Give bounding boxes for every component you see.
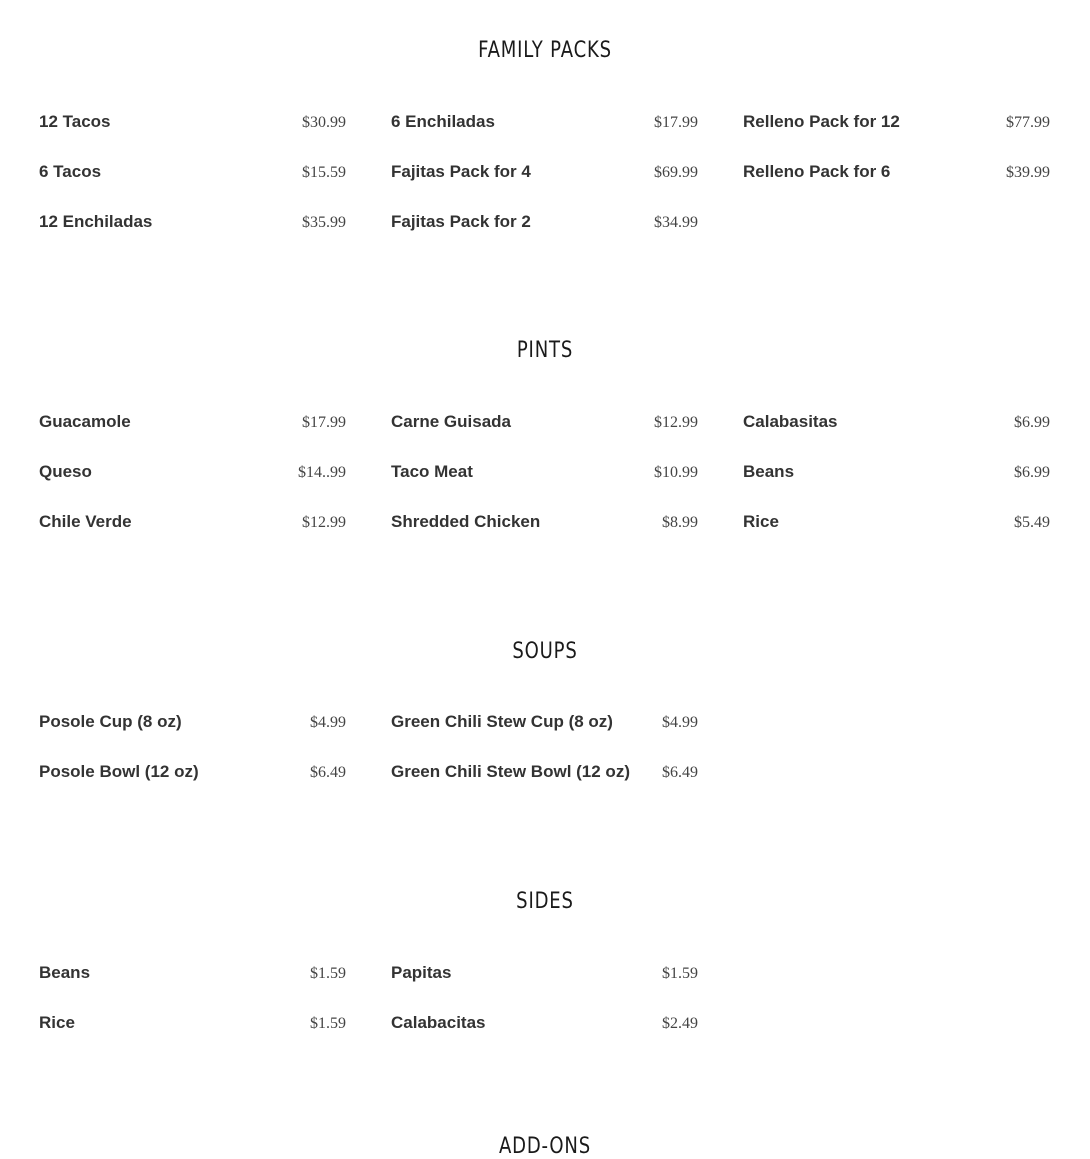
item-name: 12 Enchiladas xyxy=(39,212,153,231)
menu-item[interactable] xyxy=(743,462,1050,512)
item-price: $39.99 xyxy=(1006,164,1050,181)
menu-item[interactable] xyxy=(743,112,1050,162)
menu-item[interactable] xyxy=(391,462,698,512)
menu-item[interactable] xyxy=(39,512,346,562)
menu-grid-family-packs xyxy=(39,112,1051,262)
item-price: $12.99 xyxy=(654,414,698,431)
menu-column xyxy=(391,712,698,812)
menu-item[interactable] xyxy=(39,462,346,512)
item-name: Rice xyxy=(39,1013,75,1032)
menu-column xyxy=(39,112,346,262)
section-title-add-ons: ADD-ONS xyxy=(498,1134,592,1159)
menu-item[interactable] xyxy=(39,412,346,462)
menu-column xyxy=(743,412,1050,562)
item-name: Fajitas Pack for 2 xyxy=(391,212,531,231)
item-name: Carne Guisada xyxy=(391,412,511,431)
item-price: $4.99 xyxy=(310,714,346,731)
item-price: $4.99 xyxy=(662,714,698,731)
section-title-soups: SOUPS xyxy=(512,639,578,664)
item-price: $12.99 xyxy=(302,514,346,531)
item-price: $6.99 xyxy=(1014,414,1050,431)
item-name: Relleno Pack for 6 xyxy=(743,162,891,181)
item-price: $2.49 xyxy=(662,1015,698,1032)
item-name: Relleno Pack for 12 xyxy=(743,112,900,131)
menu-item[interactable] xyxy=(391,712,698,762)
menu-grid-sides xyxy=(39,963,1051,1063)
menu-column xyxy=(743,112,1050,262)
menu-grid-pints xyxy=(39,412,1051,562)
menu-item[interactable] xyxy=(39,963,346,1013)
item-price: $17.99 xyxy=(654,114,698,131)
menu-item[interactable] xyxy=(39,1013,346,1063)
item-name: Guacamole xyxy=(39,412,131,431)
item-price: $1.59 xyxy=(662,965,698,982)
item-price: $77.99 xyxy=(1006,114,1050,131)
item-price: $30.99 xyxy=(302,114,346,131)
menu-column xyxy=(391,963,698,1063)
item-name: 12 Tacos xyxy=(39,112,111,131)
item-name: 6 Tacos xyxy=(39,162,102,181)
item-price: $69.99 xyxy=(654,164,698,181)
item-name: Papitas xyxy=(391,963,452,982)
menu-item[interactable] xyxy=(39,112,346,162)
menu-item[interactable] xyxy=(39,162,346,212)
item-price: $35.99 xyxy=(302,214,346,231)
menu-item[interactable] xyxy=(743,512,1050,562)
menu-item[interactable] xyxy=(39,712,346,762)
menu-item[interactable] xyxy=(391,112,698,162)
item-price: $1.59 xyxy=(310,1015,346,1032)
item-name: Green Chili Stew Cup (8 oz) xyxy=(391,712,613,731)
item-name: Taco Meat xyxy=(391,462,473,481)
item-price: $5.49 xyxy=(1014,514,1050,531)
menu-item[interactable] xyxy=(391,963,698,1013)
menu-column xyxy=(39,712,346,812)
item-name: Beans xyxy=(39,963,91,982)
item-name: Queso xyxy=(39,462,92,481)
menu-item[interactable] xyxy=(39,762,346,812)
menu-column xyxy=(39,412,346,562)
item-price: $17.99 xyxy=(302,414,346,431)
menu-column xyxy=(391,412,698,562)
item-name: Green Chili Stew Bowl (12 oz) xyxy=(391,762,630,781)
menu-item[interactable] xyxy=(743,162,1050,212)
menu-grid-soups xyxy=(39,712,1051,812)
menu-column xyxy=(39,963,346,1063)
item-name: Calabasitas xyxy=(743,412,838,431)
item-name: Rice xyxy=(743,512,779,531)
item-price: $8.99 xyxy=(662,514,698,531)
item-name: Posole Cup (8 oz) xyxy=(39,712,182,731)
menu-item[interactable] xyxy=(391,1013,698,1063)
item-price: $10.99 xyxy=(654,464,698,481)
section-title-pints: PINTS xyxy=(516,338,574,363)
item-price: $34.99 xyxy=(654,214,698,231)
item-price: $14..99 xyxy=(298,464,346,481)
item-name: Fajitas Pack for 4 xyxy=(391,162,531,181)
menu-item[interactable] xyxy=(391,212,698,262)
menu-item[interactable] xyxy=(391,762,698,812)
item-name: Posole Bowl (12 oz) xyxy=(39,762,199,781)
item-name: Chile Verde xyxy=(39,512,132,531)
menu-column xyxy=(391,112,698,262)
menu-item[interactable] xyxy=(391,412,698,462)
section-title-family-packs: FAMILY PACKS xyxy=(478,38,612,63)
item-price: $1.59 xyxy=(310,965,346,982)
item-price: $15.59 xyxy=(302,164,346,181)
item-price: $6.49 xyxy=(310,764,346,781)
section-title-sides: SIDES xyxy=(516,889,574,914)
item-price: $6.49 xyxy=(662,764,698,781)
menu-item[interactable] xyxy=(391,162,698,212)
item-name: Shredded Chicken xyxy=(391,512,541,531)
menu-item[interactable] xyxy=(391,512,698,562)
item-price: $6.99 xyxy=(1014,464,1050,481)
item-name: Calabacitas xyxy=(391,1013,486,1032)
menu-item[interactable] xyxy=(743,412,1050,462)
menu-item[interactable] xyxy=(39,212,346,262)
item-name: Beans xyxy=(743,462,795,481)
item-name: 6 Enchiladas xyxy=(391,112,495,131)
menu-column xyxy=(743,963,1050,1063)
menu-column xyxy=(743,712,1050,812)
